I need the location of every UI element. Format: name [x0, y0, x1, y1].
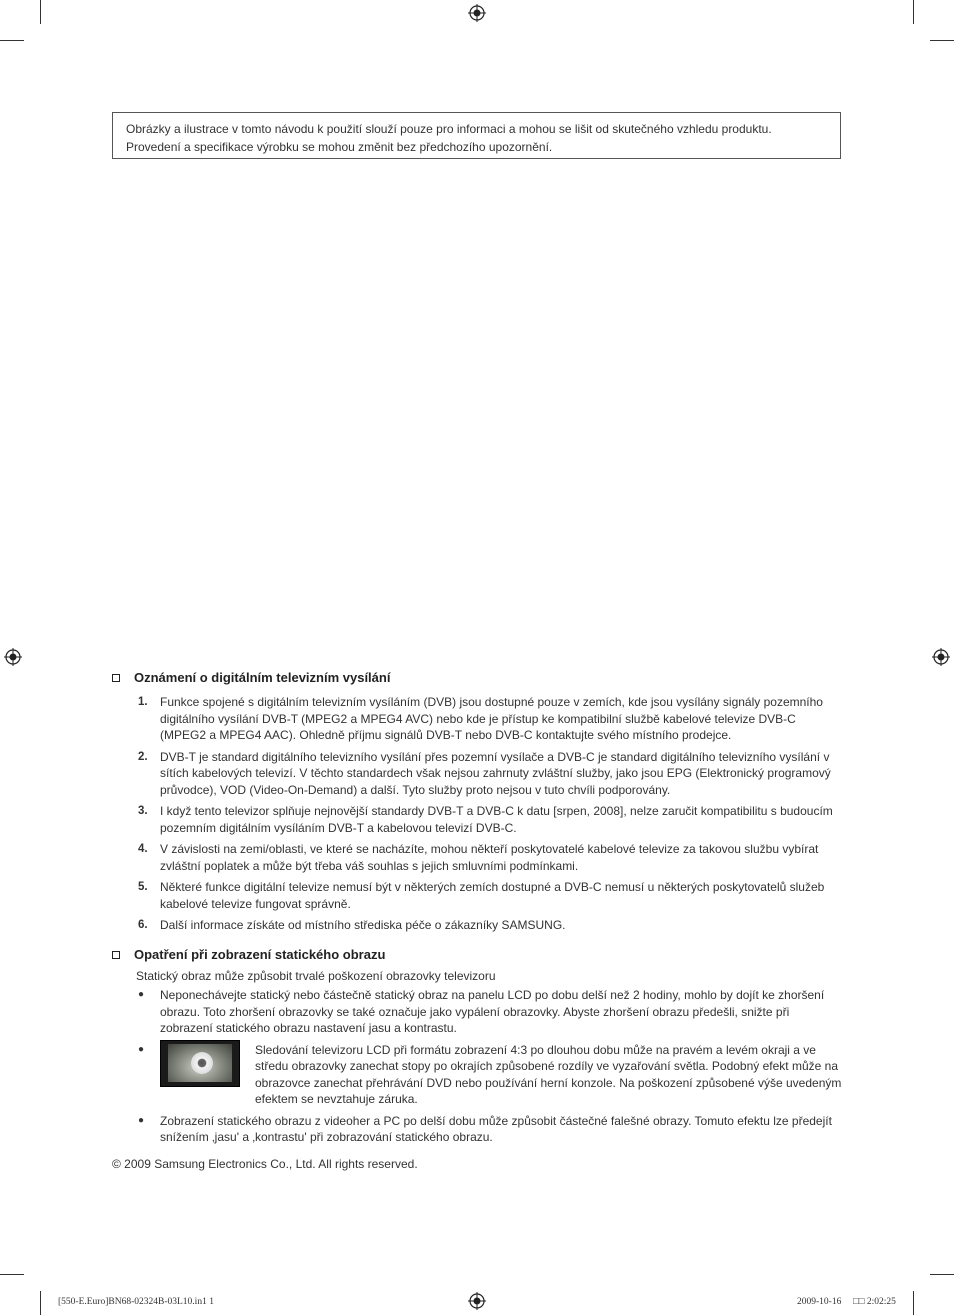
item-text: I když tento televizor splňuje nejnovější standardy DVB-T a DVB-C k datu [srpen, 2008], nelze zaručit kompatibilitu s budoucím pozemním digitálním vysíláním DVB-T a kabelovou televizí DVB-C. [160, 804, 833, 835]
item-text: Další informace získáte od místního střediska péče o zákazníky SAMSUNG. [160, 918, 566, 932]
item-text: Zobrazení statického obrazu z videoher a PC po delší dobu může způsobit částečné falešné obrazy. Tomuto efektu lze předejít snížením ‚jasu' a ‚kontrastu' při zobrazování statického obrazu. [160, 1113, 832, 1144]
item-text: Sledování televizoru LCD při formátu zobrazení 4:3 po dlouhou dobu může na pravém a levém okraji a ve středu obrazovky zanechat stopy po okrajích způsobené rozdíly ve vyzařování světla. Podobný efekt může na obrazovce zanechat přehrávání DVD nebo používání herní konzole. Na poškození způsobené výše uvedeným efektem se nevztahuje záruka. [255, 1042, 842, 1106]
slug-filename: [550-E.Euro]BN68-02324B-03L10.in1 1 [58, 1297, 214, 1307]
bullet-icon: ● [138, 1114, 145, 1126]
list-item [112, 749, 842, 799]
crop-mark [913, 0, 914, 24]
registration-mark-icon [468, 1292, 486, 1310]
list-item [112, 917, 842, 934]
crop-mark [40, 0, 41, 24]
crop-mark [40, 1291, 41, 1315]
item-text: DVB-T je standard digitálního televizního vysílání přes pozemní vysílače a DVB-C je standard digitálního televizního vysílání v sítích kabelových televizí. V těchto standardech však nejsou zahrnuty zvláštní služby, jako jsou EPG (Elektronický programový průvodce), VOD (Video-On-Demand) a další. Tyto služby proto nejsou v tuto chvíli podporovány. [160, 749, 831, 797]
list-item [112, 879, 842, 912]
registration-mark-icon [932, 648, 950, 666]
checkbox-icon [112, 674, 120, 682]
section-intro: Statický obraz může způsobit trvalé poškození obrazovky televizoru [136, 969, 496, 983]
item-text: Některé funkce digitální televize nemusí být v některých zemích dostupné a DVB-C nemusí u některých poskytovatelů služeb kabelové televize fungovat správně. [160, 880, 825, 911]
slug-date: 2009-10-16 [797, 1297, 842, 1307]
section-heading [112, 947, 385, 962]
crop-mark [0, 1274, 24, 1275]
copyright-text: © 2009 Samsung Electronics Co., Ltd. All rights reserved. [112, 1157, 418, 1171]
slug-time: □□ 2:02:25 [853, 1297, 896, 1307]
item-text: Neponechávejte statický nebo částečně statický obraz na panelu LCD po dobu delší než 2 hodiny, mohlo by dojít ke zhoršení obrazu. Toto zhoršení obrazovky se také označuje jako vypálení obrazovky. Abyste zhoršení obrazu předešli, snižte při zobrazení statického obrazu nastavení jasu a kontrastu. [160, 988, 825, 1035]
item-text: Funkce spojené s digitálním televizním vysíláním (DVB) jsou dostupné pouze v zemích, kde jsou vysílány signály pozemního digitálního vysílání DVB-T (MPEG2 a MPEG4 AVC) nebo kde je přístup ke kompatibilní službě kabelové televize DVB-C (MPEG2 a MPEG4 AAC). Ohledně příjmu signálů DVB-T nebo DVB-C kontaktujte svého místního prodejce. [160, 695, 823, 742]
item-number: 4. [138, 843, 148, 855]
flower-picture [191, 1052, 213, 1074]
crop-mark [930, 1274, 954, 1275]
list-item [112, 841, 842, 874]
item-text: V závislosti na zemi/oblasti, ve které se nacházíte, mohou někteří poskytovatelé kabelové televize za takovou službu vybírat zvláštní poplatek a může být třeba váš souhlas s jejich smluvními podmínkami. [160, 842, 819, 873]
bullet-icon: ● [138, 989, 145, 1000]
item-number: 3. [138, 805, 148, 817]
item-number: 2. [138, 750, 148, 763]
crop-mark [930, 40, 954, 41]
registration-mark-icon [4, 648, 22, 666]
registration-mark-icon [468, 4, 486, 22]
section-heading-text: Opatření při zobrazení statického obrazu [134, 947, 386, 962]
item-number: 1. [138, 696, 148, 708]
list-item [112, 803, 842, 836]
checkbox-icon [112, 951, 120, 959]
section-heading [112, 670, 390, 685]
section-heading-text: Oznámení o digitálním televizním vysílání [134, 670, 391, 685]
dvb-notice-list [112, 694, 842, 939]
item-number: 6. [138, 919, 148, 931]
list-item [112, 1113, 842, 1146]
crop-mark [913, 1291, 914, 1315]
crop-mark [0, 40, 24, 41]
item-number: 5. [138, 881, 148, 893]
disclaimer-line: Obrázky a ilustrace v tomto návodu k použití slouží pouze pro informaci a mohou se lišit od skutečného vzhledu produktu. [126, 122, 772, 136]
list-item [112, 987, 842, 1037]
disclaimer-line: Provedení a specifikace výrobku se mohou změnit bez předchozího upozornění. [126, 140, 553, 154]
list-item [112, 694, 842, 744]
tv-static-image [160, 1040, 240, 1087]
tv-screen [168, 1044, 232, 1082]
bullet-icon: ● [138, 1043, 145, 1055]
disclaimer-box [112, 112, 841, 159]
